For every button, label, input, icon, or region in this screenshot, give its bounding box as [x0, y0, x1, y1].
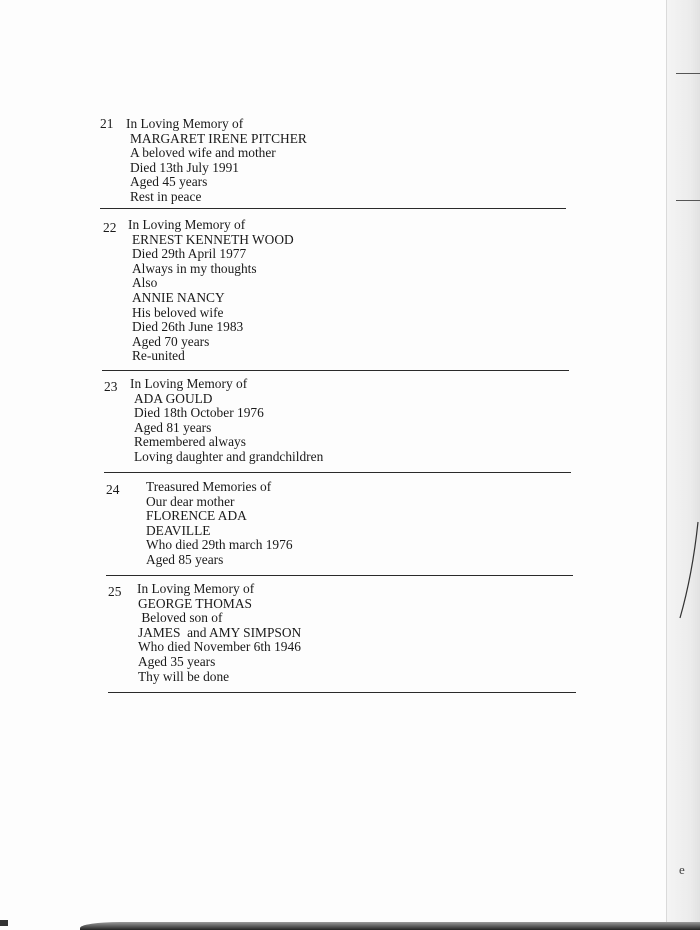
entry-line: Aged 85 years: [146, 551, 224, 567]
entry-heading: In Loving Memory of: [126, 116, 244, 131]
entry-line: Beloved son of: [138, 610, 223, 626]
scan-corner-artifact: [0, 920, 8, 926]
entry-number: 23: [104, 379, 118, 394]
entry-line: Thy will be done: [138, 668, 230, 684]
entry-line: Died 26th June 1983: [132, 319, 244, 335]
entry-divider: [102, 370, 569, 371]
entry-text: [126, 117, 307, 205]
entry-line: Who died 29th march 1976: [146, 537, 293, 553]
entry-line: A beloved wife and mother: [130, 145, 276, 161]
entry-number: 25: [108, 584, 122, 599]
entry-text: [128, 218, 294, 364]
entry-line: DEAVILLE: [146, 522, 211, 538]
entry-divider: [106, 575, 573, 576]
scan-shadow-right-edge: [666, 0, 700, 930]
entry-line: Aged 35 years: [138, 653, 216, 669]
entry-heading: In Loving Memory of: [128, 217, 246, 232]
entry-number: 22: [103, 220, 117, 235]
entry-number: 24: [106, 482, 120, 497]
entry-line: Aged 70 years: [132, 333, 210, 349]
scan-shadow-bottom-edge: [80, 922, 700, 930]
entry-text: [137, 582, 301, 684]
entry-line: MARGARET IRENE PITCHER: [130, 130, 307, 146]
entry-line: Died 29th April 1977: [132, 246, 247, 262]
entry-line: ADA GOULD: [134, 390, 213, 406]
entry-number: 21: [100, 116, 114, 131]
entry-line: Died 18th October 1976: [134, 405, 264, 421]
entry-line: Also: [132, 275, 158, 291]
entry-line: Our dear mother: [146, 493, 235, 509]
entry-line: Died 13th July 1991: [130, 159, 239, 175]
entry-line: Remembered always: [134, 434, 246, 450]
entry-divider: [100, 208, 566, 209]
scan-mark-2: [676, 200, 700, 201]
entry-heading: Treasured Memories of: [146, 479, 272, 494]
scan-glyph-artifact: e: [679, 862, 685, 877]
entry-line: ANNIE NANCY: [132, 289, 225, 305]
entry-line: Loving daughter and grandchildren: [134, 448, 324, 464]
entry-text: [130, 377, 323, 465]
entry-line: Re-united: [132, 348, 185, 364]
entry-divider: [108, 692, 576, 693]
entry-line: Aged 81 years: [134, 419, 212, 435]
scan-mark-1: [676, 73, 700, 74]
entry-line: GEORGE THOMAS: [138, 595, 252, 611]
entry-line: JAMES and AMY SIMPSON: [138, 624, 302, 640]
entry-divider: [104, 472, 571, 473]
entry-line: Always in my thoughts: [132, 260, 257, 276]
entry-text: [146, 480, 293, 568]
entry-line: FLORENCE ADA: [146, 508, 247, 524]
entry-line: ERNEST KENNETH WOOD: [132, 231, 294, 247]
entry-heading: In Loving Memory of: [130, 376, 248, 391]
entry-line: Who died November 6th 1946: [138, 639, 301, 655]
entry-line: His beloved wife: [132, 304, 224, 320]
entry-line: Aged 45 years: [130, 174, 208, 190]
scan-curve-artifact: [676, 520, 700, 620]
entry-line: Rest in peace: [130, 188, 202, 204]
entry-heading: In Loving Memory of: [137, 581, 255, 596]
